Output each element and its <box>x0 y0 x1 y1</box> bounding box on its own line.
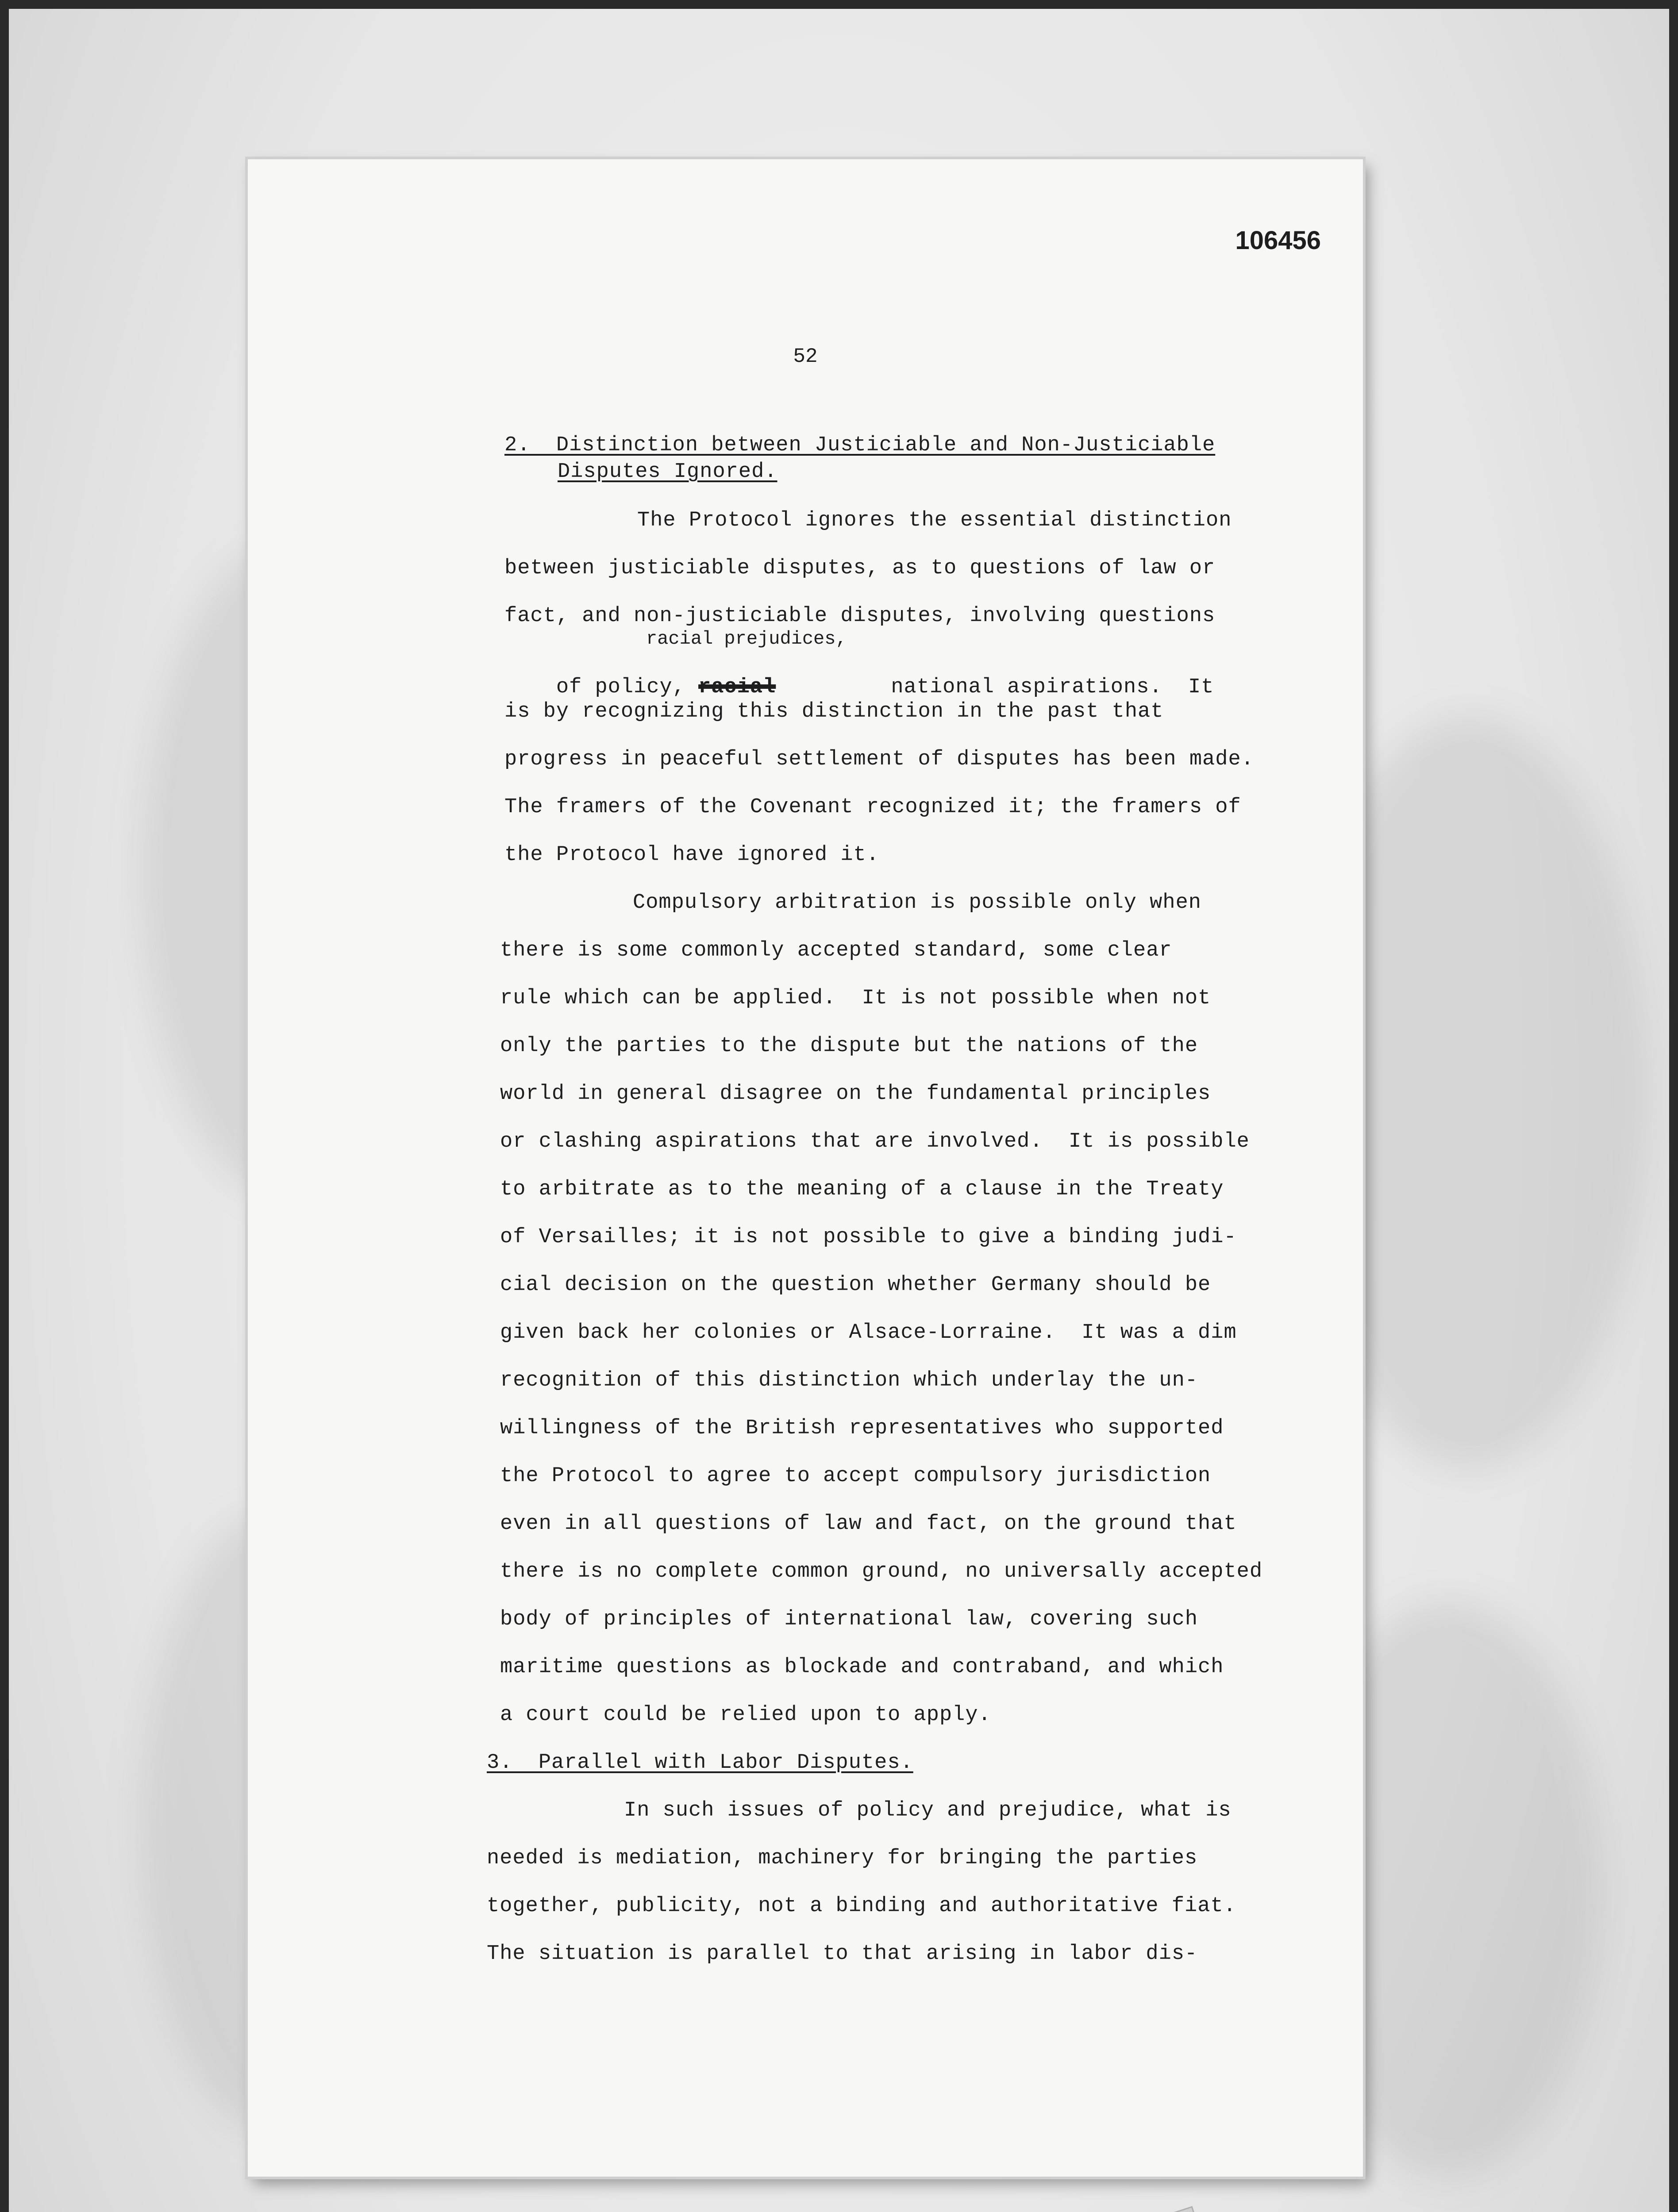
para2-line: rule which can be applied. It is not possible when not <box>500 987 1211 1010</box>
para2-line: recognition of this distinction which underlay the un- <box>500 1369 1198 1392</box>
para2-line: a court could be relied upon to apply. <box>500 1703 991 1727</box>
document-number: 106456 <box>1235 226 1321 255</box>
para2-line: only the parties to the dispute but the nations of the <box>500 1034 1198 1058</box>
page-number: 52 <box>793 345 818 368</box>
para2-line: of Versailles; it is not possible to give a binding judi- <box>500 1225 1237 1249</box>
para2-line: Compulsory arbitration is possible only when <box>633 891 1202 914</box>
para1-line: progress in peaceful settlement of disputes has been made. <box>504 748 1254 771</box>
para2-line: or clashing aspirations that are involved. It is possible <box>500 1130 1250 1153</box>
para2-line: given back her colonies or Alsace-Lorraine. It was a dim <box>500 1321 1237 1344</box>
typed-page <box>248 159 1363 2177</box>
para2-line: body of principles of international law, covering such <box>500 1608 1198 1631</box>
para2-line: there is some commonly accepted standard, some clear <box>500 939 1172 962</box>
para2-line: even in all questions of law and fact, on the ground that <box>500 1512 1237 1536</box>
para1-line: is by recognizing this distinction in the past that <box>504 700 1164 723</box>
section-3-heading: 3. Parallel with Labor Disputes. <box>487 1751 913 1774</box>
para1-line-end: national aspirations. It <box>891 676 1214 699</box>
para2-line: maritime questions as blockade and contraband, and which <box>500 1655 1224 1679</box>
para1-line: fact, and non-justiciable disputes, involving questions <box>504 604 1216 628</box>
para1-line: between justiciable disputes, as to questions of law or <box>504 557 1216 580</box>
para1-line: The framers of the Covenant recognized it; the framers of <box>504 795 1241 819</box>
para3-line: needed is mediation, machinery for bringing the parties <box>487 1847 1198 1870</box>
para2-line: world in general disagree on the fundamental principles <box>500 1082 1211 1106</box>
section-2-heading-line1: 2. Distinction between Justiciable and Non-Justiciable <box>504 434 1216 457</box>
para2-line: to arbitrate as to the meaning of a clause in the Treaty <box>500 1178 1224 1201</box>
para3-line: together, publicity, not a binding and authoritative fiat. <box>487 1894 1236 1918</box>
para2-line: the Protocol to agree to accept compulsory jurisdiction <box>500 1464 1211 1488</box>
struck-out-word: racial <box>698 676 776 699</box>
para1-line: The Protocol ignores the essential distinction <box>637 509 1232 532</box>
para1-line: the Protocol have ignored it. <box>504 843 879 867</box>
para2-line: there is no complete common ground, no universally accepted <box>500 1560 1263 1583</box>
para2-line: cial decision on the question whether Germany should be <box>500 1273 1211 1297</box>
section-2-heading-line2: Disputes Ignored. <box>558 460 777 484</box>
interlinear-insert: racial prejudices, <box>646 628 847 649</box>
para3-line: The situation is parallel to that arising in labor dis- <box>487 1942 1198 1966</box>
para1-line-start: of policy, <box>556 676 699 699</box>
para2-line: willingness of the British representatives who supported <box>500 1417 1224 1440</box>
para3-line: In such issues of policy and prejudice, what is <box>624 1799 1232 1822</box>
